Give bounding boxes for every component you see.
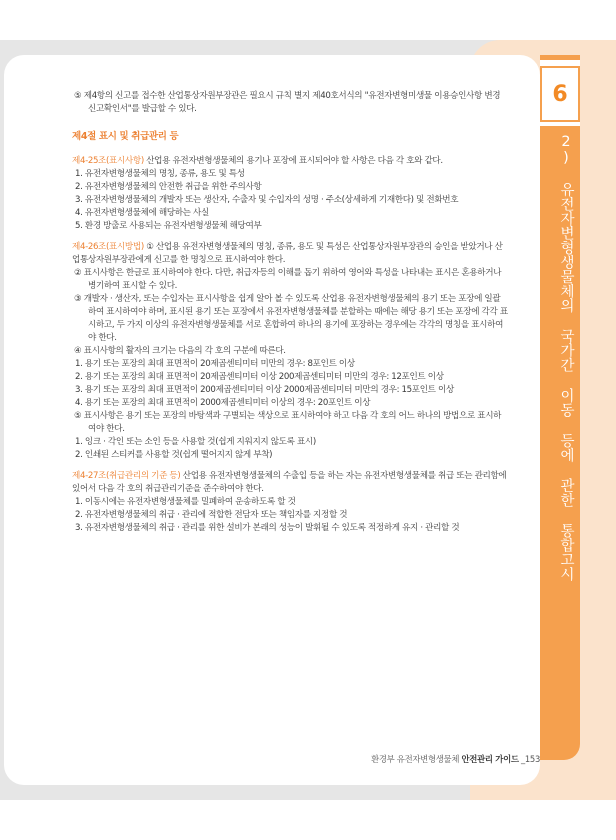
list-item: 3. 유전자변형생물체의 개발자 또는 생산자, 수출자 및 수입자의 성명 · 주소(상세하게 기재한다) 및 전화번호	[75, 195, 459, 205]
article-26-para-2: ② 표시사항은 한글로 표시하여야 한다. 다만, 취급자등의 이해를 돕기 위하여 영어와 특성을 나타내는 표시은 혼용하거나 병기하여 표시할 수 있다.	[74, 268, 502, 291]
article-25-label: 제4-25조(표시사항)	[72, 156, 144, 166]
section-title: 제4절 표시 및 취급관리 등	[72, 131, 179, 142]
main-content	[72, 90, 508, 535]
footer-publisher: 환경부 유전자변형생물체	[371, 754, 462, 764]
list-item: 1. 잉크 · 각인 또는 소인 등을 사용할 것(쉽게 지워지지 않도록 표시)	[75, 437, 316, 447]
list-item: 2. 유전자변형생물체의 취급 · 관리에 적합한 전담자 또는 책임자를 지정할 것	[75, 510, 348, 520]
footer-title: 안전관리 가이드	[461, 754, 519, 764]
list-item: 1. 이동시에는 유전자변형생물체를 밀폐하여 운송하도록 할 것	[75, 497, 296, 507]
page-footer	[340, 753, 540, 765]
article-25-body: 산업용 유전자변형생물체의 용기나 포장에 표시되어야 할 사항은 다음 각 호와 같다.	[143, 156, 443, 166]
list-item: 2. 인쇄된 스티커를 사용할 것(쉽게 떨어지지 않게 부착)	[75, 450, 273, 460]
list-item: 2. 유전자변형생물체의 안전한 취급을 위한 주의사항	[75, 182, 262, 192]
list-item: 2. 용기 또는 포장의 최대 표면적이 20제곱센티미터 이상 200제곱센티미터 미만의 경우: 12포인트 이상	[75, 372, 444, 382]
chapter-vertical-label: 2) 유전자변형생물체의 국가간 이동 등에 관한 통합고시	[558, 134, 574, 581]
article-26-label: 제4-26조(표시방법)	[72, 242, 144, 252]
article-26-body: ① 산업용 유전자변형생물체의 명칭, 종류, 용도 및 특성은 산업통상자원부장관의 승인을 받았거나 산업통상자원부장관에게 신고를 한 명칭으로 표시하여야 한다.	[72, 242, 503, 265]
list-item: 5. 환경 방출로 사용되는 유전자변형생물체 해당여부	[75, 221, 262, 231]
paragraph-5-top: ⑤ 제4항의 신고를 접수한 산업통상자원부장관은 필요시 규칙 별지 제40호서식의 "유전자변형미생물 이용승인사항 변경신고확인서"를 발급할 수 있다.	[74, 91, 501, 114]
article-26-para-5: ⑤ 표시사항은 용기 또는 포장의 바탕색과 구별되는 색상으로 표시하여야 하고 다음 각 호의 어느 하나의 방법으로 표시하여야 한다.	[74, 411, 502, 434]
article-26	[72, 241, 508, 267]
list-item: 3. 유전자변형생물체의 취급 · 관리를 위한 설비가 본래의 성능이 발휘될 수 있도록 적정하게 유지 · 관리할 것	[75, 523, 460, 533]
list-item: 3. 용기 또는 포장의 최대 표면적이 200제곱센티미터 이상 2000제곱센티미터 미만의 경우: 15포인트 이상	[75, 385, 454, 395]
list-item: 1. 유전자변형생물체의 명칭, 종류, 용도 및 특성	[75, 169, 245, 179]
list-item: 4. 유전자변형생물체에 해당하는 사실	[75, 208, 209, 218]
article-25	[72, 155, 508, 168]
article-27-body: 산업용 유전자변형생물체의 수출입 등을 하는 자는 유전자변형생물체를 취급 또는 관리함에 있어서 다음 각 호의 취급관리기준을 준수하여야 한다.	[72, 471, 507, 494]
list-item: 1. 용기 또는 포장의 최대 표면적이 20제곱센티미터 미만의 경우: 8포인트 이상	[75, 359, 355, 369]
page-number: _153	[518, 754, 540, 764]
article-27	[72, 470, 508, 496]
list-item: 4. 용기 또는 포장의 최대 표면적이 2000제곱센티미터 이상의 경우: 20포인트 이상	[75, 398, 371, 408]
article-26-para-4: ④ 표시사항의 활자의 크기는 다음의 각 호의 구분에 따른다.	[74, 346, 286, 356]
chapter-number: 6	[540, 66, 580, 122]
article-26-para-3: ③ 개발자 · 생산자, 또는 수입자는 표시사항을 쉽게 알아 볼 수 있도록 산업용 유전자변형생물체의 용기 또는 포장에 일괄하여 표시하여야 하며, 표시된 용기 또는 포장에서 유전자변형생물체를 분할하는 때에는 해당 용기 또는 포장에 각각 표시하고, 두 가지 이상의 유전자변형생물체를 서로 혼합하여 하나의 용기에 포장하는 경우에는 각각의 명칭을 표시하여야 한다.	[74, 294, 508, 343]
article-27-label: 제4-27조(취급관리의 기준 등)	[72, 471, 181, 481]
